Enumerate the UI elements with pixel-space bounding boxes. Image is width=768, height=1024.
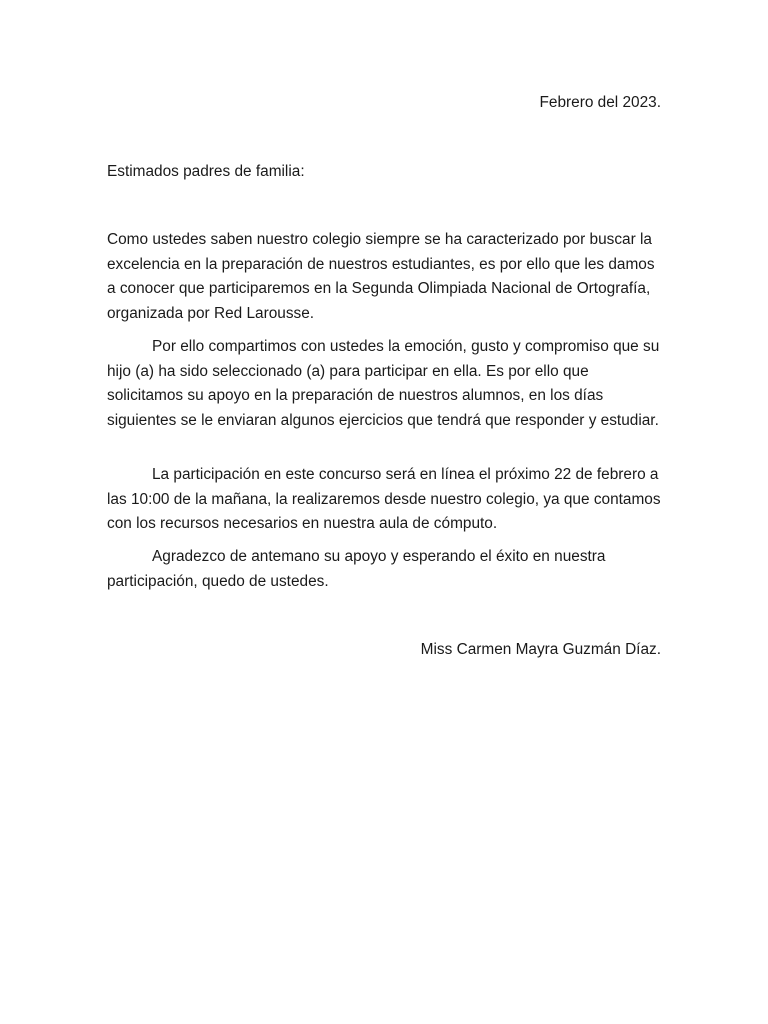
letter-signature: Miss Carmen Mayra Guzmán Díaz. <box>420 641 661 658</box>
letter-paragraph-2: Por ello compartimos con ustedes la emoción, gusto y compromiso que su hijo (a) ha sido seleccionado (a) para participar en ella. Es por ello que solicitamos su apoyo en la preparación de nuestros alumnos, en los días siguientes se le enviaran algunos ejercicios que tendrá que responder y estudiar. <box>107 338 660 429</box>
letter-paragraph-4: Agradezco de antemano su apoyo y esperando el éxito en nuestra participación, quedo de ustedes. <box>107 548 606 590</box>
letter-paragraph-1: Como ustedes saben nuestro colegio siempre se ha caracterizado por buscar la excelencia en la preparación de nuestros estudiantes, es por ello que les damos a conocer que participaremos en la Segunda Olimpiada Nacional de Ortografía, organizada por Red Larousse. <box>107 231 655 322</box>
letter-date: Febrero del 2023. <box>539 94 661 111</box>
letter-salutation: Estimados padres de familia: <box>107 163 305 180</box>
letter-paragraph-3: La participación en este concurso será en línea el próximo 22 de febrero a las 10:00 de la mañana, la realizaremos desde nuestro colegio, ya que contamos con los recursos necesarios en nuestra aula de cómputo. <box>107 466 661 532</box>
